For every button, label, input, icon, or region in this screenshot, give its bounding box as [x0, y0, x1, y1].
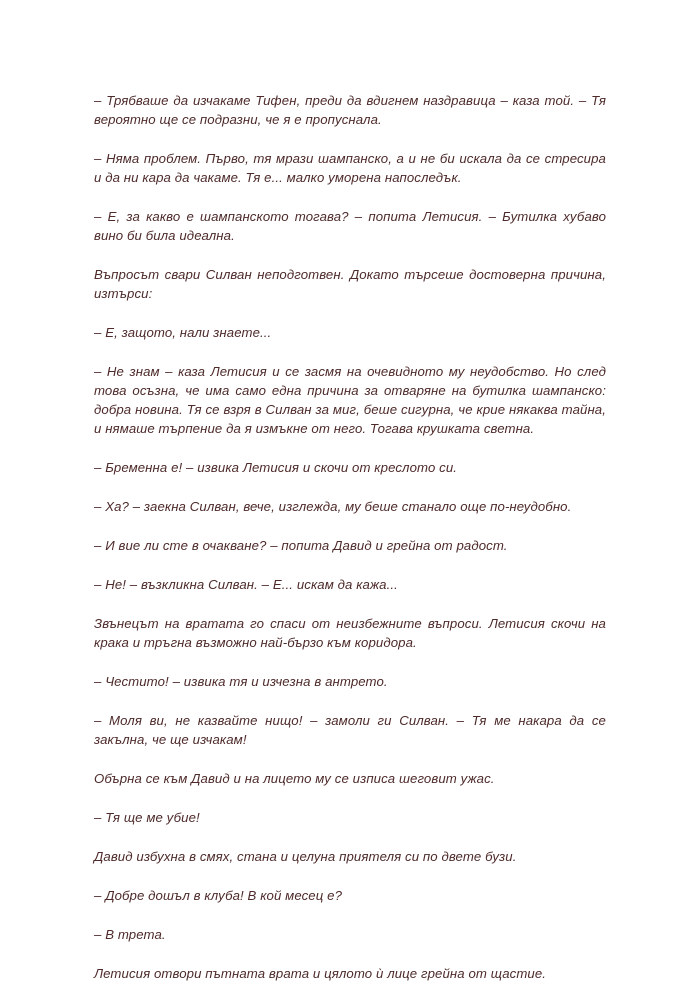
paragraph: – Ха? – заекна Силван, вече, изглежда, му беше станало още по-неудобно.: [94, 499, 572, 514]
paragraph: – Трябваше да изчакаме Тифен, преди да вдигнем наздравица – каза той. – Тя вероятно ще се подразни, че я е пропуснала.: [94, 93, 606, 127]
paragraph: – Добре дошъл в клуба! В кой месец е?: [94, 888, 343, 903]
paragraph: – Е, за какво е шампанското тогава? – попита Летисия. – Бутилка хубаво вино би била идеална.: [94, 209, 606, 243]
paragraph: – Няма проблем. Първо, тя мрази шампанско, а и не би искала да се стресира и да ни кара да чакаме. Тя е... малко уморена напоследък.: [94, 151, 606, 185]
paragraph: – Моля ви, не казвайте нищо! – замоли ги Силван. – Тя ме накара да се закълна, че ще изчакам!: [94, 713, 606, 747]
paragraph: Обърна се към Давид и на лицето му се изписа шеговит ужас.: [94, 771, 495, 786]
paragraph: Летисия отвори пътната врата и цялото ѝ лице грейна от щастие.: [94, 966, 547, 981]
paragraph: – Тя ще ме убие!: [94, 810, 200, 825]
paragraph: Въпросът свари Силван неподготвен. Докато търсеше достоверна причина, изтърси:: [94, 267, 606, 301]
paragraph: – В трета.: [94, 927, 166, 942]
paragraph: Звънецът на вратата го спаси от неизбежните въпроси. Летисия скочи на крака и тръгна възможно най-бързо към коридора.: [94, 616, 606, 650]
paragraph: – Не знам – каза Летисия и се засмя на очевидното му неудобство. Но след това осъзна, че има само една причина за отваряне на бутилка шампанско: добра новина. Тя се взря в Силван за миг, беше сигурна, че крие някаква тайна, и нямаше търпение да я измъкне от него. Тогава крушката светна.: [94, 364, 606, 436]
paragraph: – Честито! – извика тя и изчезна в антрето.: [94, 674, 388, 689]
paragraph: – Е, защото, нали знаете...: [94, 325, 272, 340]
text-body: [94, 91, 606, 1003]
paragraph: Давид избухна в смях, стана и целуна приятеля си по двете бузи.: [94, 849, 517, 864]
paragraph: – Не! – възкликна Силван. – Е... искам да кажа...: [94, 577, 398, 592]
paragraph: – И вие ли сте в очакване? – попита Давид и грейна от радост.: [94, 538, 508, 553]
paragraph: – Бременна е! – извика Летисия и скочи от креслото си.: [94, 460, 458, 475]
